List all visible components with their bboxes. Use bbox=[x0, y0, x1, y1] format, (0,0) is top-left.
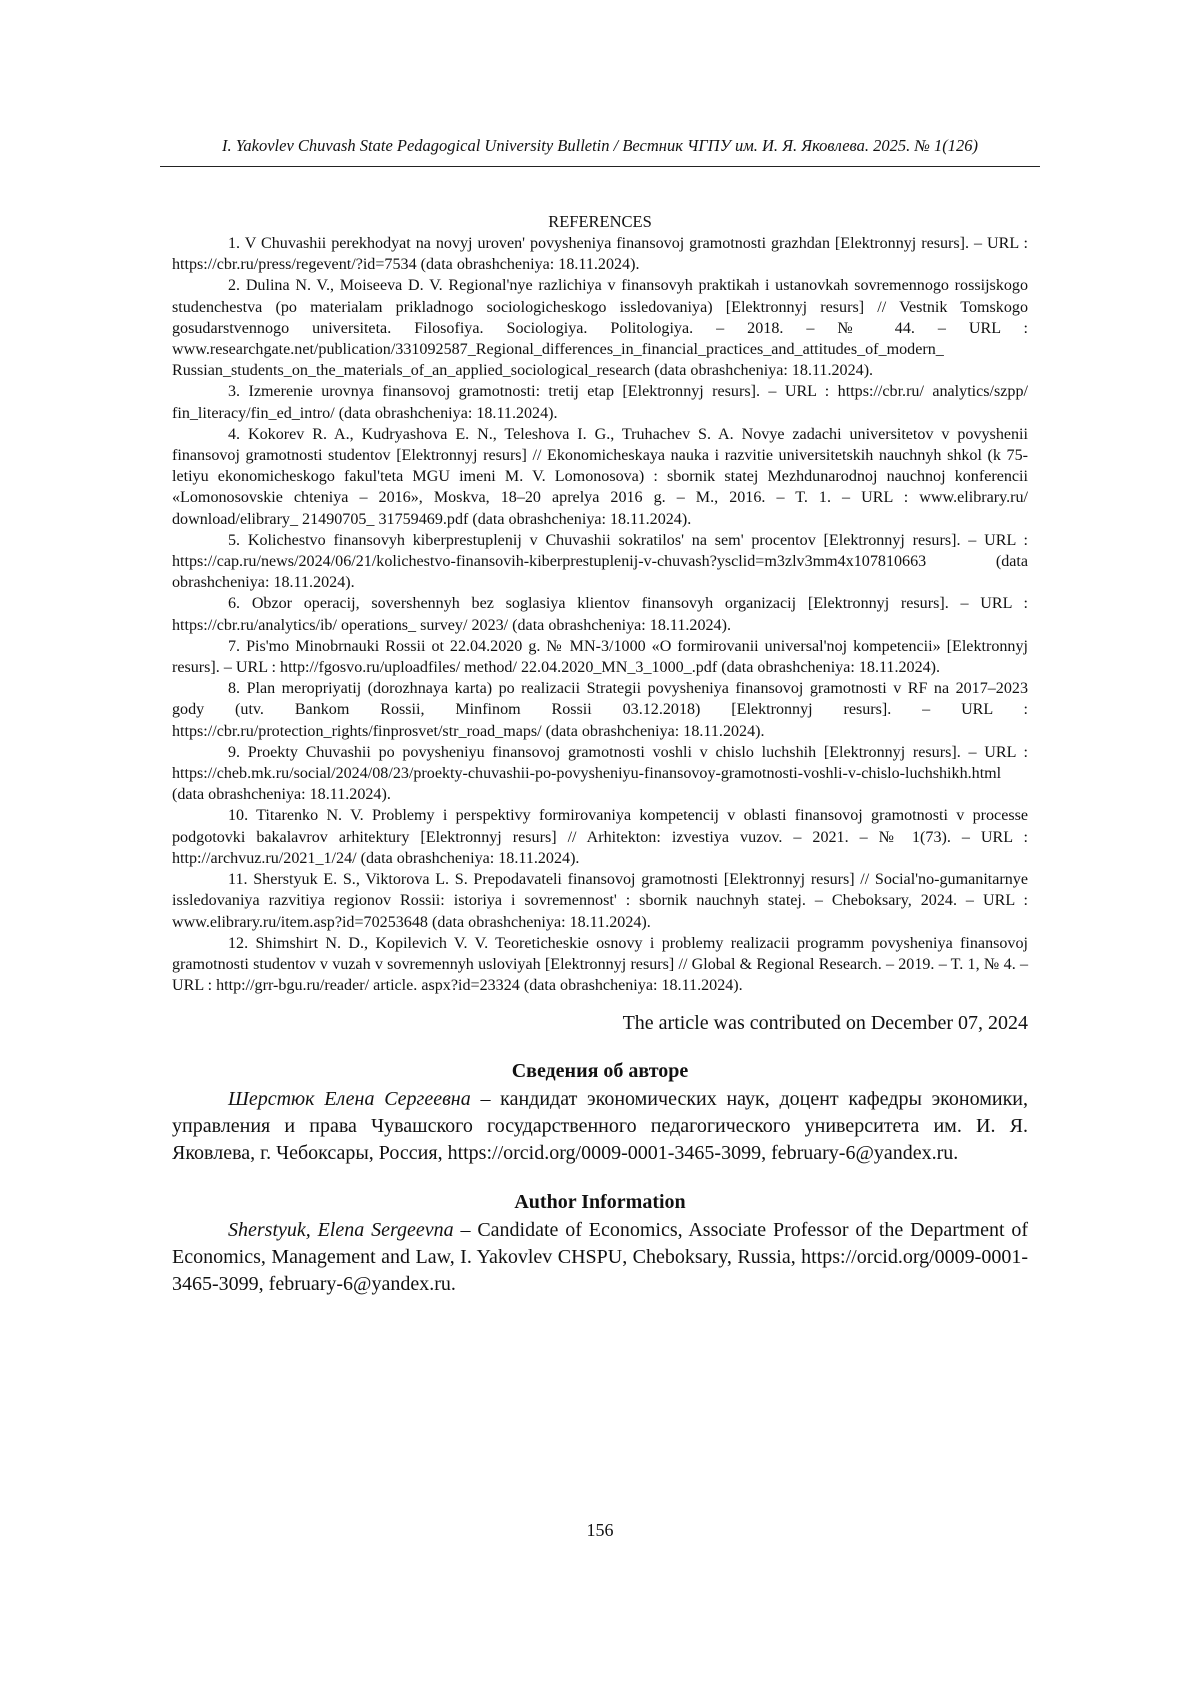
reference-item bbox=[172, 678, 1028, 742]
author-details-ru: – кандидат экономических наук, доцент кафедры экономики, управления и права Чувашского государственного педагогического университета им. И. Я. Яковлева, г. Чебоксары, Россия, https://orcid.org/0009-0001-3465-3099, february-6@yandex.ru. bbox=[172, 1088, 1028, 1165]
reference-text: Kolichestvo finansovyh kiberprestuplenij v Chuvashii sokratilos' na sem' procentov [Elektronnyj resurs]. – URL : https://cap.ru/news/2024/06/21/kolichestvo-finansovih-kiberprestuplenij-v-chuvash?ysclid=m3zlv3mm4x107810663 (data obrashcheniya: 18.11.2024). bbox=[172, 531, 1028, 592]
page-content bbox=[172, 212, 1028, 1298]
author-name-en: Sherstyuk, Elena Sergeevna bbox=[228, 1219, 454, 1242]
reference-text: Titarenko N. V. Problemy i perspektivy formirovaniya kompetencij v oblasti finansovoj gramotnosti v processe podgotovki bakalavrov arhitektury [Elektronnyj resurs] // Arhitekton: izvestiya vuzov. – 2021. – № 1(73). – URL : http://archvuz.ru/2021_1/24/ (data obrashcheniya: 18.11.2024). bbox=[172, 807, 1029, 867]
reference-number: 9. bbox=[228, 743, 241, 761]
reference-number: 1. bbox=[228, 235, 241, 252]
reference-number: 3. bbox=[228, 383, 241, 401]
author-info-title-ru: Сведения об авторе bbox=[511, 1060, 689, 1083]
contribution-date: The article was contributed on December 07, 2024 bbox=[622, 1012, 1028, 1035]
author-bio-ru bbox=[172, 1086, 1028, 1167]
reference-item bbox=[172, 233, 1028, 275]
reference-item bbox=[172, 636, 1028, 678]
running-header: I. Yakovlev Chuvash State Pedagogical University Bulletin / Вестник ЧГПУ им. И. Я. Яковлева. 2025. № 1(126) bbox=[222, 136, 978, 155]
reference-text: Shimshirt N. D., Kopilevich V. V. Teoreticheskie osnovy i problemy realizacii programm povysheniya finansovoj gramotnosti studentov v vuzah v sovremennyh usloviyah [Elektronnyj resurs] // Global & Regional Research. – 2019. – T. 1, № 4. – URL : http://grr-bgu.ru/reader/ article. aspx?id=23324 (data obrashcheniya: 18.11.2024). bbox=[172, 934, 1028, 995]
reference-text: Izmerenie urovnya finansovoj gramotnosti: tretij etap [Elektronnyj resurs]. – URL : https://cbr.ru/ analytics/szpp/ fin_literacy/fin_ed_intro/ (data obrashcheniya: 18.11.2024). bbox=[172, 383, 1028, 422]
reference-text: Sherstyuk E. S., Viktorova L. S. Prepodavateli finansovoj gramotnosti [Elektronnyj resurs] // Social'no-gumanitarnye issledovaniya razvitiya regionov Rossii: istoriya i sovremennost' : sbornik nauchnyh statej. – Cheboksary, 2024. – URL : www.elibrary.ru/item.asp?id=70253648 (data obrashcheniya: 18.11.2024). bbox=[172, 871, 1028, 931]
reference-number: 2. bbox=[228, 277, 241, 295]
reference-number: 4. bbox=[228, 425, 241, 443]
reference-number: 5. bbox=[228, 531, 241, 549]
references-title: REFERENCES bbox=[548, 212, 652, 231]
reference-item bbox=[172, 424, 1028, 530]
reference-text: Proekty Chuvashii po povysheniyu finansovoj gramotnosti voshli v chislo luchshih [Elektronnyj resurs]. – URL : https://cheb.mk.ru/social/2024/08/23/proekty-chuvashii-po-povysheniyu-finansovoy-gramotnosti-voshli-v-chislo-luchshikh.html (data obrashcheniya: 18.11.2024). bbox=[172, 743, 1028, 804]
references-list bbox=[172, 233, 1028, 996]
reference-item bbox=[172, 805, 1028, 869]
author-info-title-en: Author Information bbox=[514, 1191, 686, 1214]
reference-text: Pis'mo Minobrnauki Rossii ot 22.04.2020 g. № MN-3/1000 «O formirovanii universal'noj kompetencii» [Elektronnyj resurs]. – URL : http://fgosvo.ru/uploadfiles/ method/ 22.04.2020_MN_3_1000_.pdf (data obrashcheniya: 18.11.2024). bbox=[172, 637, 1028, 677]
reference-number: 6. bbox=[228, 595, 241, 613]
reference-item bbox=[172, 275, 1028, 381]
reference-number: 8. bbox=[228, 680, 241, 698]
author-bio-en bbox=[172, 1217, 1028, 1298]
reference-text: V Chuvashii perekhodyat na novyj uroven' povysheniya finansovoj gramotnosti grazhdan [Elektronnyj resurs]. – URL : https://cbr.ru/press/regevent/?id=7534 (data obrashcheniya: 18.11.2024). bbox=[172, 235, 1028, 274]
page-number: 156 bbox=[586, 1520, 614, 1540]
reference-item bbox=[172, 742, 1028, 806]
reference-number: 10. bbox=[228, 807, 249, 825]
reference-item bbox=[172, 933, 1028, 997]
reference-item bbox=[172, 530, 1028, 594]
reference-number: 12. bbox=[228, 934, 249, 952]
reference-text: Plan meropriyatij (dorozhnaya karta) po realizacii Strategii povysheniya finansovoj gramotnosti v RF na 2017–2023 gody (utv. Bankom Rossii, Minfinom Rossii 03.12.2018) [Elektronnyj resurs]. – URL : https://cbr.ru/protection_rights/finprosvet/str_road_maps/ (data obrashcheniya: 18.11.2024). bbox=[172, 680, 1028, 740]
author-details-en: – Candidate of Economics, Associate Professor of the Department of Economics, Management and Law, I. Yakovlev CHSPU, Cheboksary, Russia, https://orcid.org/0009-0001-3465-3099, february-6@yandex.ru. bbox=[172, 1219, 1029, 1296]
reference-number: 11. bbox=[228, 871, 248, 889]
reference-text: Obzor operacij, sovershennyh bez soglasiya klientov finansovyh organizacij [Elektronnyj resurs]. – URL : https://cbr.ru/analytics/ib/ operations_ survey/ 2023/ (data obrashcheniya: 18.11.2024). bbox=[172, 595, 1028, 634]
reference-item bbox=[172, 869, 1028, 933]
reference-number: 7. bbox=[228, 637, 241, 655]
reference-text: Kokorev R. A., Kudryashova E. N., Teleshova I. G., Truhachev S. A. Novye zadachi universitetov v povyshenii finansovoj gramotnosti studentov [Elektronnyj resurs] // Ekonomicheskaya nauka i razvitie universitetskih nauchnyh shkol (k 75-letiyu ekonomicheskogo fakul'teta MGU imeni M. V. Lomonosova) : sbornik statej Mezhdunarodnoj nauchnoj konferencii «Lomonosovskie chteniya – 2016», Moskva, 18–20 aprelya 2016 g. – M., 2016. – T. 1. – URL : www.elibrary.ru/ download/elibrary_ 21490705_ 31759469.pdf (data obrashcheniya: 18.11.2024). bbox=[172, 425, 1029, 528]
reference-text: Dulina N. V., Moiseeva D. V. Regional'nye razlichiya v finansovyh praktikah i ustanovkah sovremennogo rossijskogo studenchestva (po materialam prikladnogo sociologicheskogo issledovaniya) [Elektronnyj resurs] // Vestnik Tomskogo gosudarstvennogo universiteta. Filosofiya. Sociologiya. Politologiya. – 2018. – № 44. – URL : www.researchgate.net/publication/331092587_Regional_differences_in_financial_practices_and_attitudes_of_modern_ Russian_students_on_the_materials_of_an_applied_sociological_research (data obrashcheniya: 18.11.2024). bbox=[172, 277, 1029, 380]
reference-item bbox=[172, 593, 1028, 635]
reference-item bbox=[172, 381, 1028, 423]
author-name-ru: Шерстюк Елена Сергеевна bbox=[228, 1088, 471, 1111]
header-rule bbox=[160, 166, 1040, 167]
